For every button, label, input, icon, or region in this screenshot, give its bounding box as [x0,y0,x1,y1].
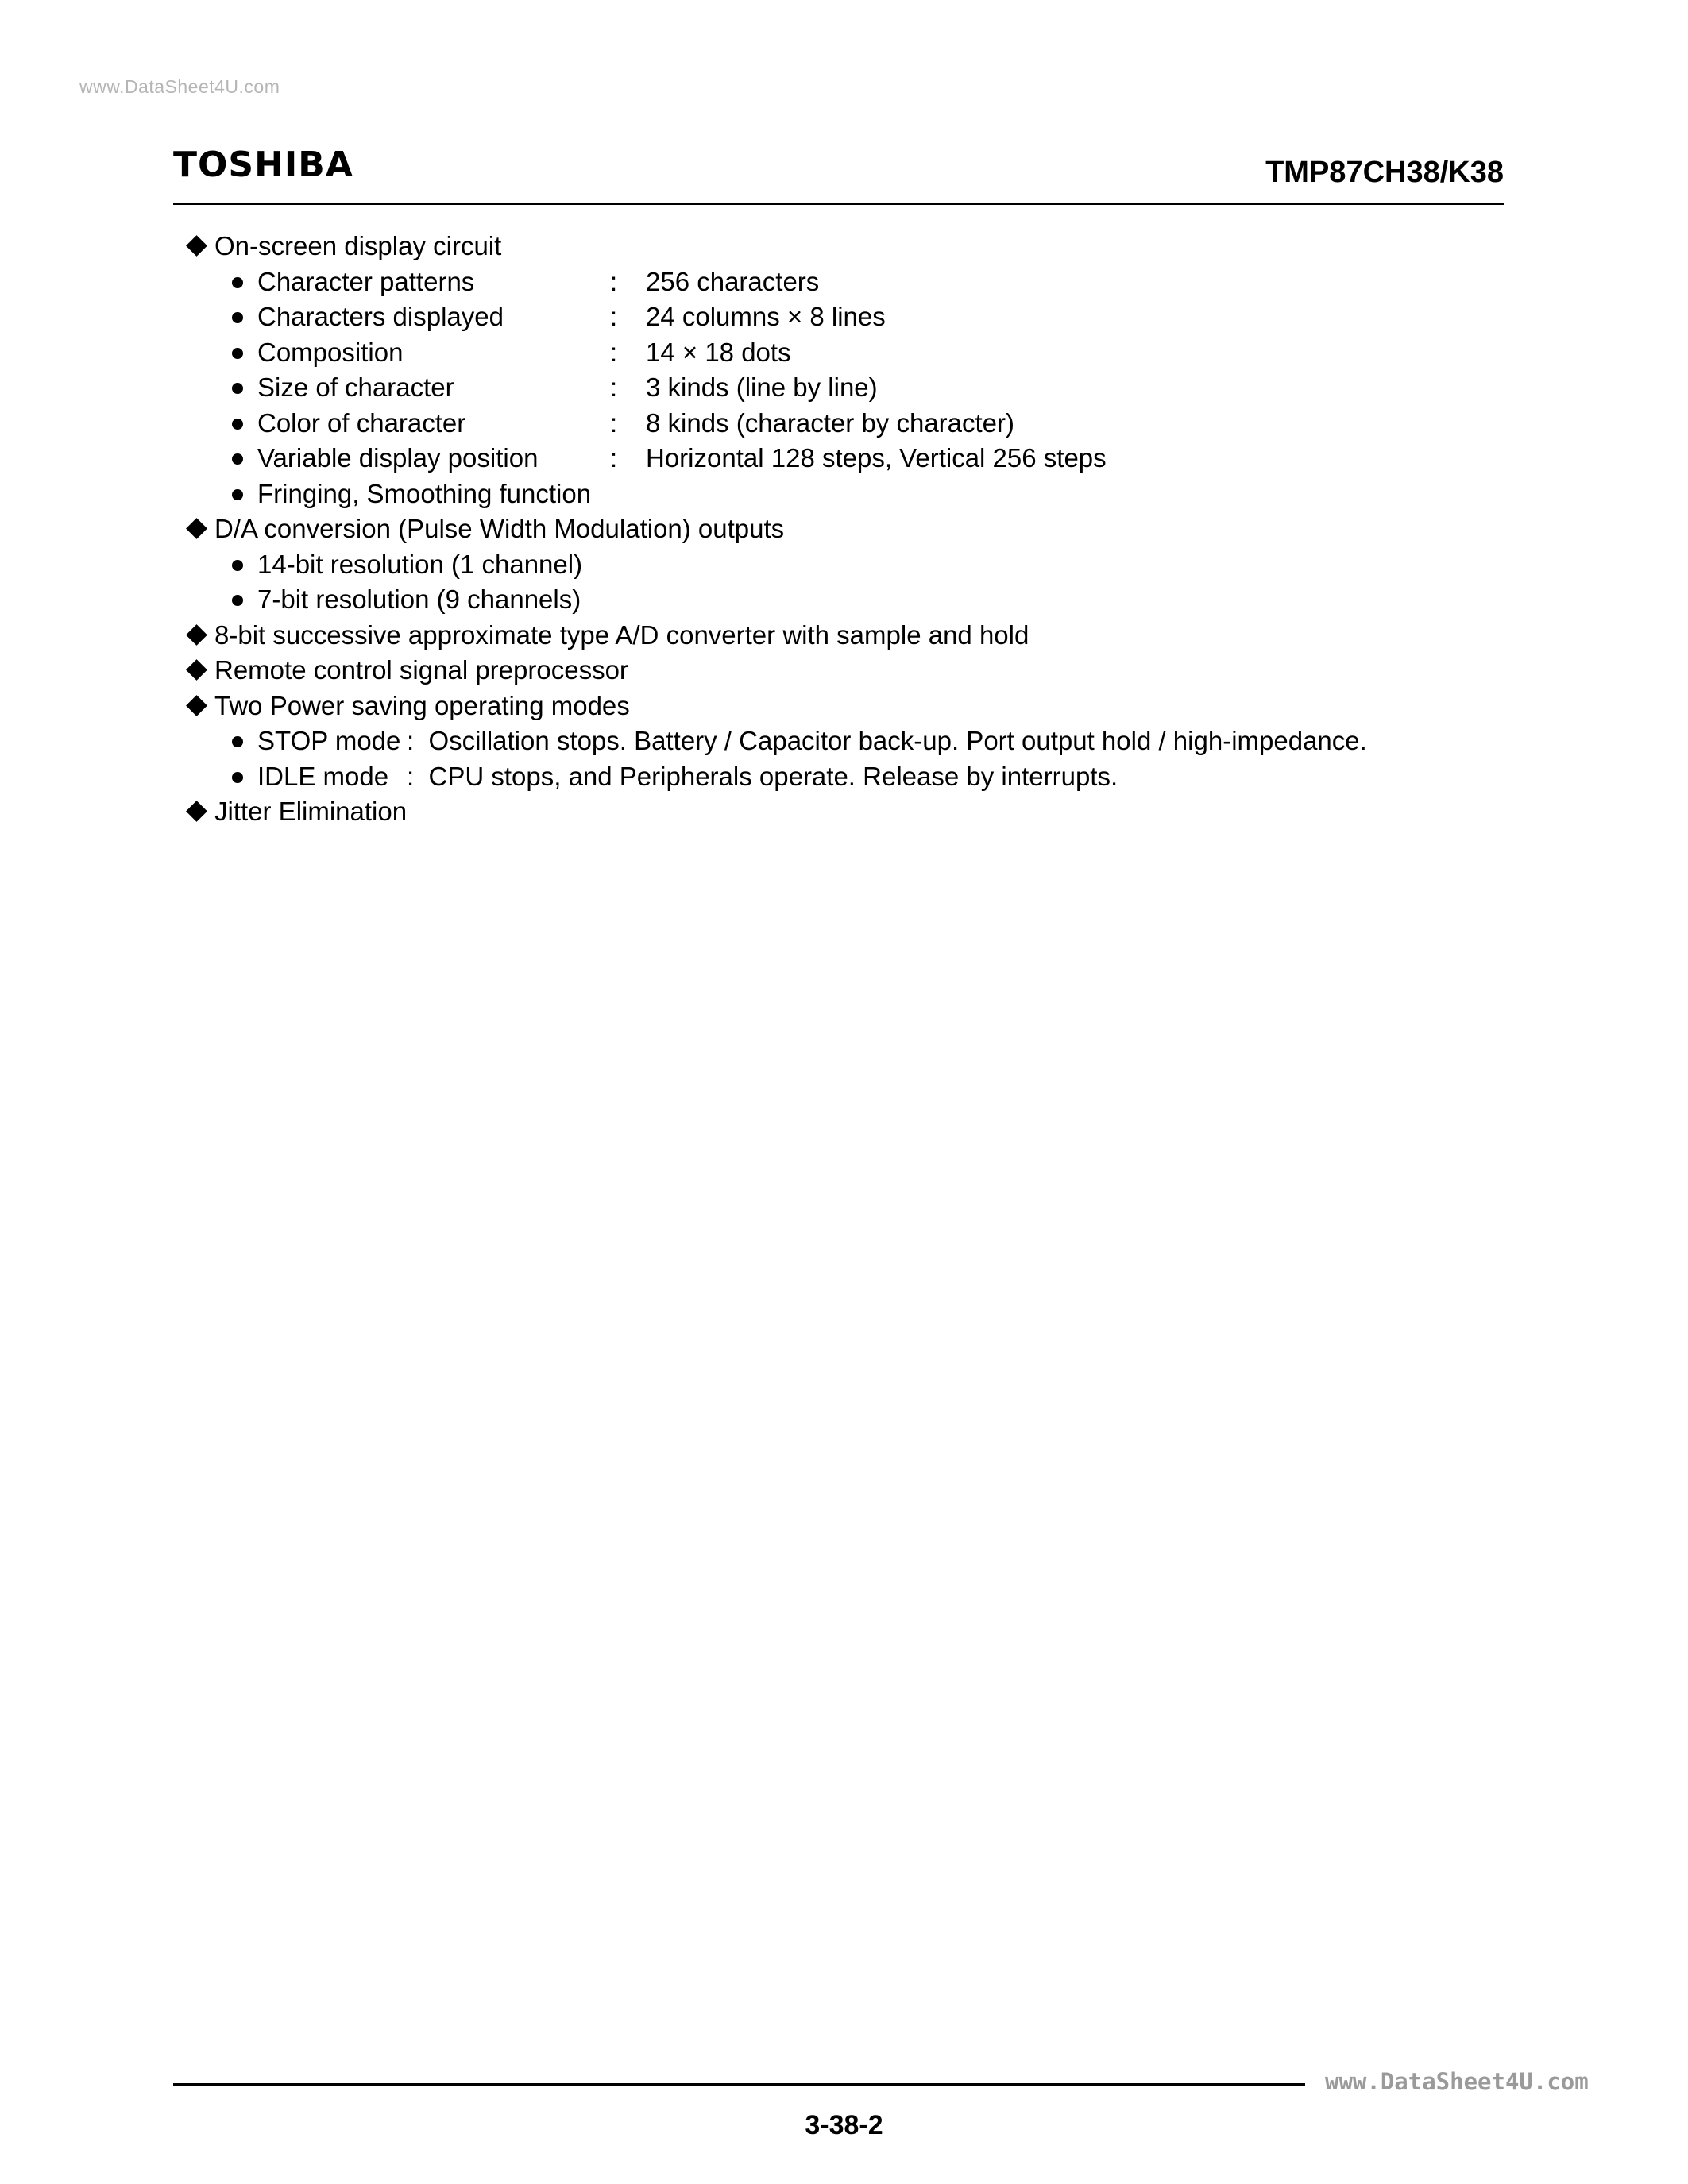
osd-item: Variable display position : Horizontal 128 steps, Vertical 256 steps [183,441,1501,477]
part-number: TMP87CH38/K38 [1265,156,1504,189]
osd-item: Color of character : 8 kinds (character by character) [183,406,1501,442]
osd-item: Fringing, Smoothing function [183,477,1501,512]
dot-bullet-icon [232,736,243,747]
feature-heading-adc: 8-bit successive approximate type A/D converter with sample and hold [183,618,1501,654]
dot-bullet-icon [232,489,243,500]
power-mode-item: STOP mode : Oscillation stops. Battery / Capacitor back-up. Port output hold / high-impedance. [183,723,1501,759]
dot-bullet-icon [232,348,243,359]
osd-item: Character patterns : 256 characters [183,264,1501,300]
diamond-bullet-icon [186,695,207,716]
dot-bullet-icon [232,595,243,606]
header-rule [173,203,1504,205]
diamond-bullet-icon [186,801,207,822]
pwm-item: 14-bit resolution (1 channel) [183,547,1501,583]
pwm-item: 7-bit resolution (9 channels) [183,582,1501,618]
dot-bullet-icon [232,277,243,288]
diamond-bullet-icon [186,235,207,257]
feature-heading-remote: Remote control signal preprocessor [183,653,1501,689]
diamond-bullet-icon [186,518,207,539]
dot-bullet-icon [232,560,243,571]
watermark-top: www.DataSheet4U.com [79,76,280,97]
osd-item: Characters displayed : 24 columns × 8 lines [183,299,1501,335]
dot-bullet-icon [232,453,243,465]
page-number: 3-38-2 [805,2110,883,2140]
feature-heading-jitter: Jitter Elimination [183,794,1501,830]
osd-item: Composition : 14 × 18 dots [183,335,1501,371]
footer-rule [173,2083,1305,2086]
dot-bullet-icon [232,312,243,323]
power-mode-item: IDLE mode : CPU stops, and Peripherals operate. Release by interrupts. [183,759,1501,795]
dot-bullet-icon [232,772,243,783]
feature-heading-osd: On-screen display circuit [183,229,1501,264]
toshiba-logo: TOSHIBA [173,145,353,185]
dot-bullet-icon [232,419,243,430]
feature-list [183,229,1501,830]
watermark-bottom: www.DataSheet4U.com [1325,2068,1589,2095]
osd-item: Size of character : 3 kinds (line by line) [183,370,1501,406]
diamond-bullet-icon [186,659,207,681]
diamond-bullet-icon [186,624,207,646]
feature-heading-pwm: D/A conversion (Pulse Width Modulation) outputs [183,511,1501,547]
dot-bullet-icon [232,383,243,394]
feature-heading-power: Two Power saving operating modes [183,689,1501,724]
